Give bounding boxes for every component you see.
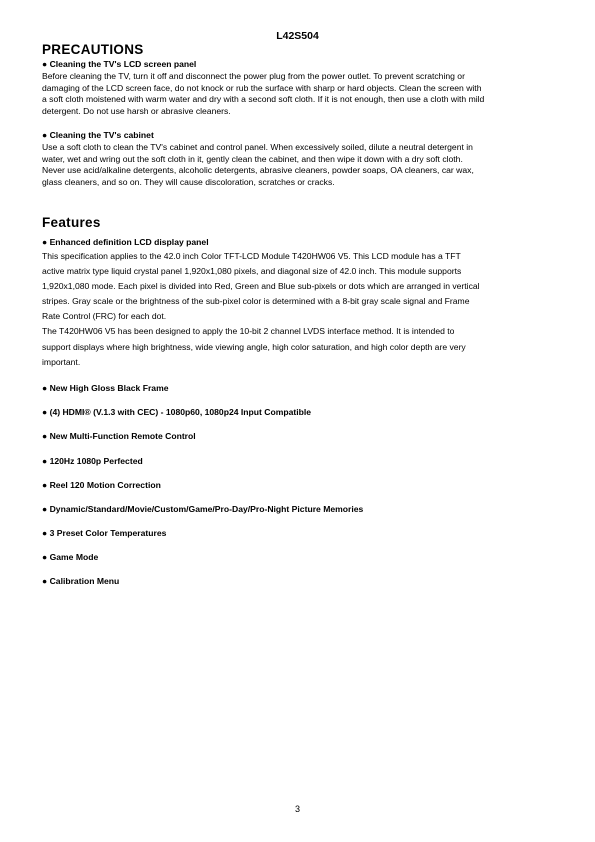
model-number: L42S504 xyxy=(276,30,319,42)
text-line: 1,920x1,080 mode. Each pixel is divided into Red, Green and Blue sub-pixels or dots which are arranged in vertical xyxy=(42,281,480,292)
text-line: Rate Control (FRC) for each dot. xyxy=(42,311,167,322)
lcd-panel-text xyxy=(42,249,557,370)
text-line: Use a soft cloth to clean the TV's cabinet and control panel. When excessively soiled, dilute a neutral detergent in xyxy=(42,142,473,152)
page-number: 3 xyxy=(294,804,300,814)
text-line: detergent. Do not use harsh or abrasive cleaners. xyxy=(42,105,231,116)
cabinet-cleaning-text xyxy=(42,142,557,188)
text-line: Never use acid/alkaline detergents, alcoholic detergents, abrasive cleaners, powder soaps, OA cleaners, car wax, xyxy=(42,165,474,176)
cabinet-cleaning-heading: ● Cleaning the TV's cabinet xyxy=(42,130,154,140)
feature-item: ● Game Mode xyxy=(42,552,99,562)
lcd-cleaning-text xyxy=(42,71,557,117)
feature-item: ● (4) HDMI® (V.1.3 with CEC) - 1080p60, 1080p24 Input Compatible xyxy=(42,407,312,417)
text-line: water, wet and wring out the soft cloth in it, gently clean the cabinet, and then wipe it down with a dry soft cloth. xyxy=(42,153,463,164)
text-line: damaging of the LCD screen face, do not knock or rub the surface with sharp or hard objects. Clean the screen with xyxy=(42,82,482,93)
text-line: stripes. Gray scale or the brightness of the sub-pixel color is determined with a 8-bit gray scale signal and Frame xyxy=(42,296,470,307)
lcd-panel-heading: ● Enhanced definition LCD display panel xyxy=(42,237,209,247)
lcd-cleaning-heading: ● Cleaning the TV's LCD screen panel xyxy=(42,59,197,69)
feature-item: ● 3 Preset Color Temperatures xyxy=(42,528,167,538)
feature-item: ● Calibration Menu xyxy=(42,576,120,586)
feature-item: ● New Multi-Function Remote Control xyxy=(42,431,196,441)
features-title: Features xyxy=(42,215,101,230)
text-line: The T420HW06 V5 has been designed to apply the 10-bit 2 channel LVDS interface method. It is intended to xyxy=(42,326,455,337)
text-line: support displays where high brightness, wide viewing angle, high color saturation, and high color depth are very xyxy=(42,341,466,352)
feature-item: ● Reel 120 Motion Correction xyxy=(42,480,161,490)
text-line: active matrix type liquid crystal panel 1,920x1,080 pixels, and diagonal size of 42.0 inch. This module supports xyxy=(42,266,462,277)
feature-item: ● New High Gloss Black Frame xyxy=(42,383,169,393)
text-line: a soft cloth moistened with warm water and dry with a second soft cloth. If it is not enough, then use a cloth with mild xyxy=(42,94,485,105)
feature-item: ● Dynamic/Standard/Movie/Custom/Game/Pro-Day/Pro-Night Picture Memories xyxy=(42,504,364,514)
text-line: Before cleaning the TV, turn it off and disconnect the power plug from the power outlet. To prevent scratching or xyxy=(42,71,465,81)
feature-item: ● 120Hz 1080p Perfected xyxy=(42,456,143,466)
text-line: important. xyxy=(42,356,81,367)
text-line: This specification applies to the 42.0 inch Color TFT-LCD Module T420HW06 V5. This LCD module has a TFT xyxy=(42,251,461,261)
precautions-title: PRECAUTIONS xyxy=(42,42,144,57)
text-line: glass cleaners, and so on. They will cause discoloration, scratches or cracks. xyxy=(42,176,335,187)
